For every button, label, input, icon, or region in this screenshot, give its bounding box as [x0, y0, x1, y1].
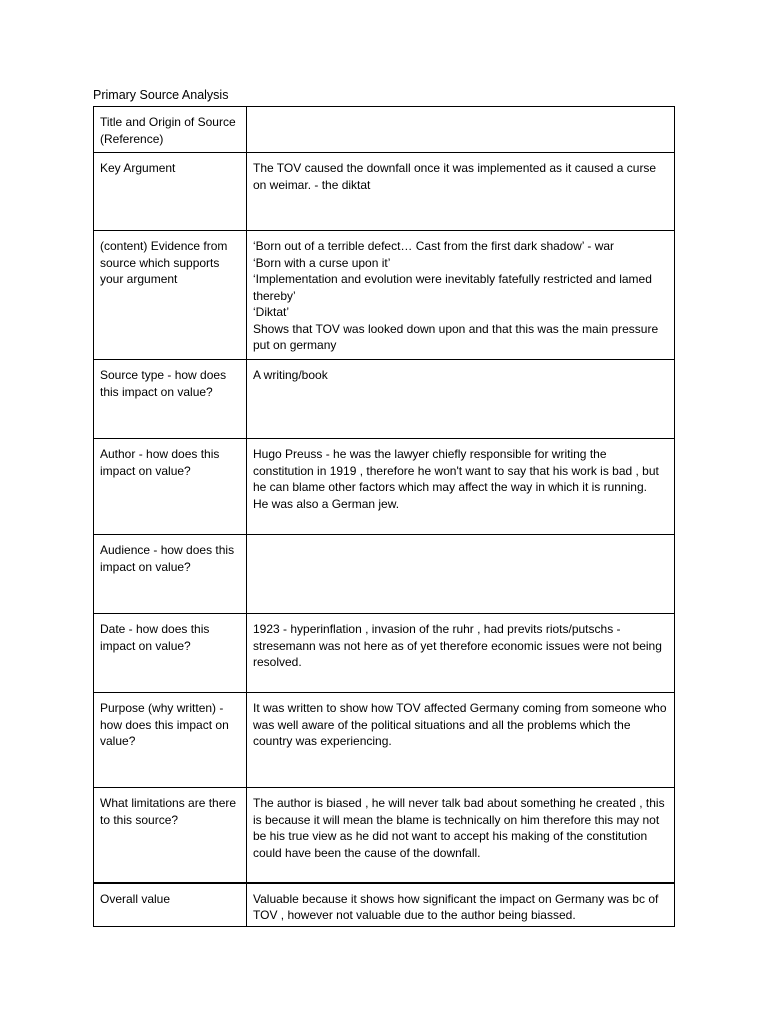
table-row-source-type [94, 360, 675, 439]
document-title: Primary Source Analysis [93, 88, 229, 102]
row-content-source-type: A writing/book [247, 360, 675, 439]
row-content-audience [247, 535, 675, 614]
row-label-key-argument: Key Argument [94, 153, 247, 231]
table-row-key-argument [94, 153, 675, 231]
table-row-limitations [94, 788, 675, 883]
table-row-title-origin [94, 107, 675, 153]
row-content-author: Hugo Preuss - he was the lawyer chiefly responsible for writing the constitution in 1919 , therefore he won't want to say that his work is bad , but he can blame other factors which may affect the way in which it is running. He was also a German jew. [247, 439, 675, 535]
table-row-author [94, 439, 675, 535]
row-label-overall-value: Overall value [94, 883, 247, 927]
row-label-audience: Audience - how does this impact on value? [94, 535, 247, 614]
table-row-date [94, 614, 675, 693]
row-label-author: Author - how does this impact on value? [94, 439, 247, 535]
row-content-purpose: It was written to show how TOV affected Germany coming from someone who was well aware of the political situations and all the problems which the country was experiencing. [247, 693, 675, 788]
table-row-evidence [94, 231, 675, 360]
row-content-limitations: The author is biased , he will never talk bad about something he created , this is because it will mean the blame is technically on him therefore this may not be his true view as he did not want to accept his making of the constitution could have been the cause of the downfall. [247, 788, 675, 883]
row-content-key-argument: The TOV caused the downfall once it was implemented as it caused a curse on weimar. - the diktat [247, 153, 675, 231]
table-row-overall-value [94, 883, 675, 927]
row-label-title-origin: Title and Origin of Source (Reference) [94, 107, 247, 153]
row-content-date: 1923 - hyperinflation , invasion of the ruhr , had previts riots/putschs - stresemann was not here as of yet therefore economic issues were not being resolved. [247, 614, 675, 693]
analysis-table [93, 106, 675, 927]
row-label-purpose: Purpose (why written) - how does this impact on value? [94, 693, 247, 788]
row-label-source-type: Source type - how does this impact on value? [94, 360, 247, 439]
row-content-title-origin [247, 107, 675, 153]
table-row-purpose [94, 693, 675, 788]
row-content-evidence: ‘Born out of a terrible defect… Cast from the first dark shadow’ - war ‘Born with a curse upon it’ ‘Implementation and evolution were inevitably fatefully restricted and lamed thereby’ ‘Diktat’ Shows that TOV was looked down upon and that this was the main pressure put on germany [247, 231, 675, 360]
row-label-evidence: (content) Evidence from source which supports your argument [94, 231, 247, 360]
row-label-date: Date - how does this impact on value? [94, 614, 247, 693]
table-row-audience [94, 535, 675, 614]
row-content-overall-value: Valuable because it shows how significant the impact on Germany was bc of TOV , however not valuable due to the author being biassed. [247, 883, 675, 927]
row-label-limitations: What limitations are there to this source? [94, 788, 247, 883]
